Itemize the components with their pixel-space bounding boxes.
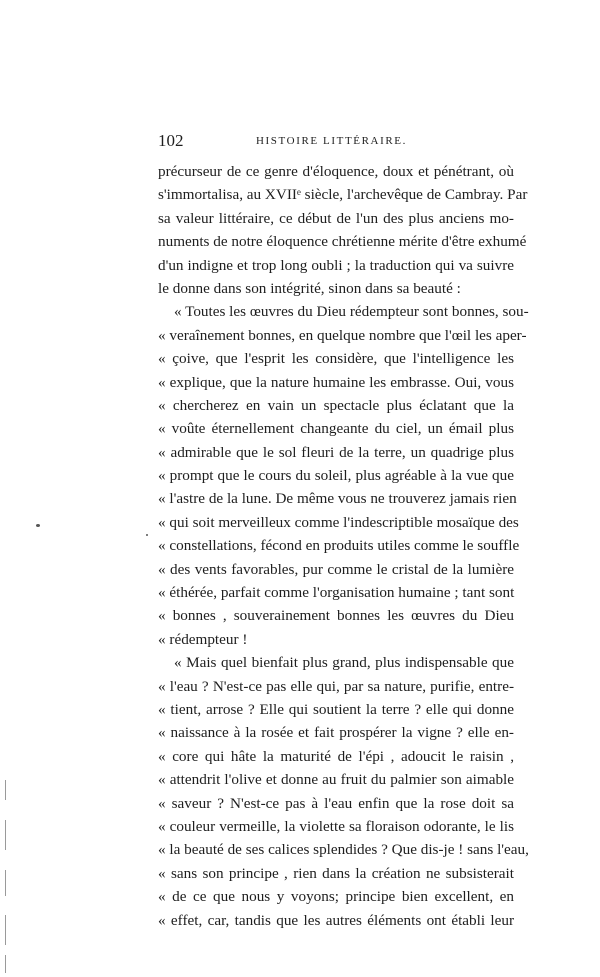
running-title: HISTOIRE LITTÉRAIRE.: [256, 135, 407, 147]
quote-line: « l'astre de la lune. De même vous ne trouverez jamais rien: [158, 490, 517, 508]
quote-line: « prompt que le cours du soleil, plus agréable à la vue que: [158, 467, 514, 485]
quote-line: « de ce que nous y voyons; principe bien excellent, en: [158, 888, 514, 906]
quote-line: « core qui hâte la maturité de l'épi , adoucit le raisin ,: [158, 747, 514, 765]
scan-speck: [146, 534, 148, 536]
quote-line: « chercherez en vain un spectacle plus éclatant que la: [158, 396, 514, 414]
gutter-mark: [5, 915, 6, 945]
quote-line: « çoive, que l'esprit les considère, que l'intelligence les: [158, 350, 514, 368]
quote-line: « qui soit merveilleux comme l'indescriptible mosaïque des: [158, 513, 519, 531]
text-line: sa valeur littéraire, ce début de l'un des plus anciens mo-: [158, 209, 514, 227]
quote-line: « effet, car, tandis que les autres éléments ont établi leur: [158, 911, 514, 929]
quote-line: « tient, arrose ? Elle qui soutient la terre ? elle qui donne: [158, 700, 514, 718]
quote-line: « explique, que la nature humaine les embrasse. Oui, vous: [158, 373, 514, 391]
quote-line: « admirable que le sol fleuri de la terre, un quadrige plus: [158, 443, 514, 461]
quote-line: « rédempteur !: [158, 630, 248, 648]
running-head: [158, 131, 514, 151]
quote-line: « veraînement bonnes, en quelque nombre que l'œil les aper-: [158, 326, 527, 344]
quote-line: « Mais quel bienfait plus grand, plus indispensable que: [174, 654, 514, 672]
quote-line: « éthérée, parfait comme l'organisation humaine ; tant sont: [158, 584, 515, 602]
body-text: [158, 160, 529, 932]
text-line: le donne dans son intégrité, sinon dans sa beauté :: [158, 279, 461, 297]
quote-line: « des vents favorables, pur comme le cristal de la lumière: [158, 560, 514, 578]
quote-line: « Toutes les œuvres du Dieu rédempteur sont bonnes, sou-: [174, 303, 529, 321]
quote-line: « sans son principe , rien dans la création ne subsisterait: [158, 864, 514, 882]
quote-line: « attendrit l'olive et donne au fruit du palmier son aimable: [158, 771, 514, 789]
gutter-mark: [5, 955, 6, 973]
quote-line: « naissance à la rosée et fait prospérer la vigne ? elle en-: [158, 724, 514, 742]
quote-line: « l'eau ? N'est-ce pas elle qui, par sa nature, purifie, entre-: [158, 677, 514, 695]
quote-line: « constellations, fécond en produits utiles comme le souffle: [158, 537, 520, 555]
gutter-mark: [5, 870, 6, 896]
scan-speck: [36, 524, 40, 527]
quote-line: « saveur ? N'est-ce pas à l'eau enfin que la rose doit sa: [158, 794, 514, 812]
gutter-mark: [5, 820, 6, 850]
quote-line: « la beauté de ses calices splendides ? Que dis-je ! sans l'eau,: [158, 841, 529, 859]
quote-line: « bonnes , souverainement bonnes les œuvres du Dieu: [158, 607, 514, 625]
quote-line: « couleur vermeille, la violette sa floraison odorante, le lis: [158, 817, 514, 835]
text-line: numents de notre éloquence chrétienne mérite d'être exhumé: [158, 233, 527, 251]
quote-line: « voûte éternellement changeante du ciel, un émail plus: [158, 420, 514, 438]
gutter-mark: [5, 780, 6, 800]
text-line: précurseur de ce genre d'éloquence, doux et pénétrant, où: [158, 163, 514, 180]
page-number: 102: [158, 131, 184, 150]
text-line: d'un indigne et trop long oubli ; la traduction qui va suivre: [158, 256, 514, 274]
text-line: s'immortalisa, au XVIIᵉ siècle, l'archevêque de Cambray. Par: [158, 186, 528, 204]
